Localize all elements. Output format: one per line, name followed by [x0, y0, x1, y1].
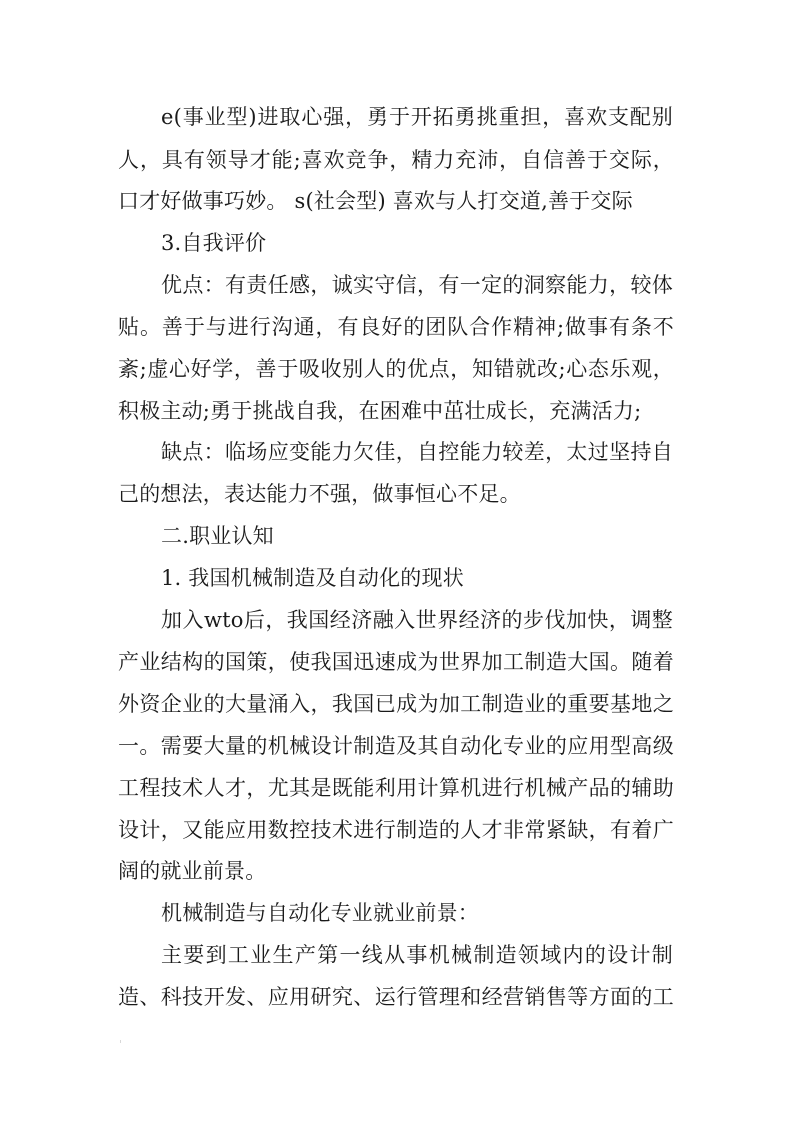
- paragraph-line: 缺点：临场应变能力欠佳，自控能力较差，太过坚持自: [161, 440, 673, 464]
- paragraph-line: 设计，又能应用数控技术进行制造的人才非常紧缺，有着广: [118, 818, 674, 842]
- paragraph-line: 加入wto后，我国经济融入世界经济的步伐加快，调整: [161, 608, 673, 632]
- paragraph-line: 紊;虚心好学，善于吸收别人的优点，知错就改;心态乐观，: [118, 357, 674, 381]
- paragraph-line: 优点：有责任感，诚实守信，有一定的洞察能力，较体: [161, 273, 673, 297]
- paragraph-line: 积极主动;勇于挑战自我，在困难中茁壮成长，充满活力;: [118, 399, 642, 423]
- paragraph-line: 造、科技开发、应用研究、运行管理和经营销售等方面的工: [118, 985, 674, 1009]
- section-heading: 二.职业认知: [161, 524, 274, 548]
- paragraph-line: 产业结构的国策，使我国迅速成为世界加工制造大国。随着: [118, 650, 674, 674]
- paragraph-line: e(事业型)进取心强，勇于开拓勇挑重担，喜欢支配别: [161, 105, 673, 129]
- page-corner-mark: [120, 1040, 124, 1043]
- paragraph-line: 机械制造与自动化专业就业前景：: [161, 901, 479, 925]
- section-heading: 3.自我评价: [161, 231, 267, 255]
- paragraph-line: 外资企业的大量涌入，我国已成为加工制造业的重要基地之: [118, 692, 674, 716]
- paragraph-line: 主要到工业生产第一线从事机械制造领域内的设计制: [161, 943, 673, 967]
- paragraph-line: 己的想法，表达能力不强，做事恒心不足。: [118, 482, 521, 506]
- paragraph-line: 工程技术人才，尤其是既能利用计算机进行机械产品的辅助: [118, 776, 674, 800]
- paragraph-line: 一。需要大量的机械设计制造及其自动化专业的应用型高级: [118, 734, 674, 758]
- paragraph-line: 阔的就业前景。: [118, 859, 267, 883]
- subsection-heading: 1. 我国机械制造及自动化的现状: [161, 566, 464, 590]
- paragraph-line: 人，具有领导才能;喜欢竞争，精力充沛，自信善于交际，: [118, 148, 674, 172]
- paragraph-line: 口才好做事巧妙。 s(社会型) 喜欢与人打交道,善于交际: [118, 189, 633, 213]
- paragraph-line: 贴。善于与进行沟通，有良好的团队合作精神;做事有条不: [118, 315, 674, 339]
